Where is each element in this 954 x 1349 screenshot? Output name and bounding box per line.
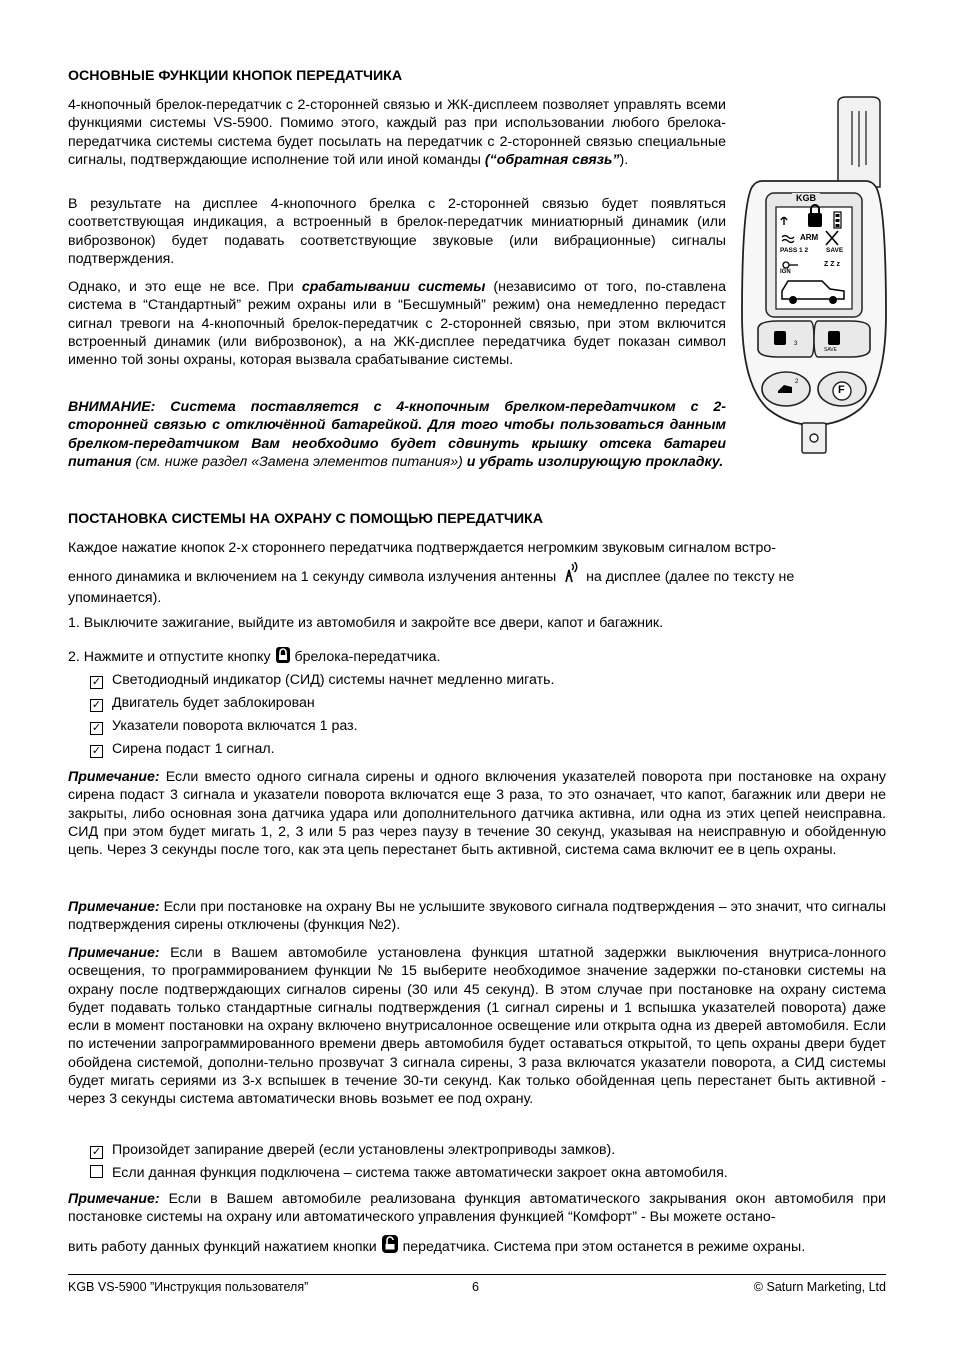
paragraph-alarm: Однако, и это еще не все. При срабатывании системы (независимо от того, по-ставлена система в “Стандартный” режим охраны или в “Бесшумный” режим) она немедленно передаст сигнал тревоги на 4-кнопочный брелок-передатчик с 2-сторонней связью, при этом включится встроенный динамик (или виброзвонок), а на ЖК-дисплее передатчика будет показан символ именно той зоны охраны, которая вызвала срабатывание системы. [68, 279, 726, 369]
check-item: Если данная функция подключена – система также автоматически закроет окна автомобиля. [90, 1164, 728, 1182]
paragraph-confirm: Каждое нажатие кнопок 2-х стороннего передатчика подтверждается негромким звуковым сигналом встро- [68, 540, 776, 556]
lock-button-icon [275, 646, 291, 669]
checkbox-checked-icon: ✓ [91, 745, 102, 757]
footer-copyright: © Saturn Marketing, Ltd [753, 1280, 886, 1294]
button-3-sub: 3 [794, 341, 798, 347]
note-3: Примечание: Если в Вашем автомобиле установлена функция штатной задержки выключения внутриса-лонного освещения, то программированием функции № 15 выберите необходимое значение задержки по-становки системы на охрану после подтверждающих сигналов сирены (30 или 45 секунд). В этом случае при постановке на охрану система будет подавать только стандартные сигналы подтверждения (1 сигнал сирены и 1 вспышка указателей поворота) даже если в момент постановки на охрану включено внутрисалонное освещение или открыта одна из дверей автомобиля. Если по истечении запрограммированного времени дверь автомобиля будет оставаться открытой, то цепь охраны двери будет обойдена системой, дополни-тельно прозвучат 3 сигнала сирены, 3 раза включатся указатели поворота, а СИД системы будет мигать сериями из 3-х вспышек в течение 30-ти секунд. Как только обойденная цепь перестанет быть активной - через 3 секунды система автоматически вновь возьмет ее под охрану. [68, 945, 886, 1108]
checkbox-checked-icon: ✓ [91, 676, 102, 688]
paragraph-confirm-cont: енного динамика и включением на 1 секунду символа излучения антенны на дисплее (далее по тексту не упоминается). [68, 562, 886, 608]
check-item: ✓ Двигатель будет заблокирован [91, 695, 315, 711]
checkbox-checked-icon: ✓ [91, 722, 102, 734]
antenna-icon [560, 562, 582, 589]
lcd-arm: ARM [800, 233, 819, 242]
button-2-sub: 2 [795, 379, 799, 385]
unlock-button-icon [381, 1234, 399, 1259]
step-2: 2. Нажмите и отпустите кнопку брелока-передатчика. [68, 646, 886, 669]
lcd-zzz: Z Z z [824, 261, 840, 268]
check-item: ✓ Произойдет запирание дверей (если установлены электроприводы замков). [91, 1142, 616, 1158]
note-4: Примечание: Если в Вашем автомобиле реализована функция автоматического закрывания окон автомобиля при постановке системы на охрану или автоматического управления функцией “Комфорт” - Вы можете остано- [68, 1191, 886, 1226]
checkbox-checked-icon: ✓ [91, 699, 102, 711]
paragraph-display: В результате на дисплее 4-кнопочного брелка с 2-сторонней связью будет появляться соответствующая индикация, а встроенный в брелок-передатчик миниатюрный динамик (или виброзвонок) будет подавать соответствующие звуковые (или вибрационные) сигналы подтверждения. [68, 196, 726, 267]
section2-heading: ПОСТАНОВКА СИСТЕМЫ НА ОХРАНУ С ПОМОЩЬЮ ПЕРЕДАТЧИКА [68, 511, 543, 527]
button-save-label: SAVE [824, 347, 837, 353]
button-f-label: F [838, 384, 845, 396]
checkbox-checked-icon: ✓ [91, 1146, 102, 1158]
page-footer [68, 1274, 886, 1294]
lcd-save: SAVE [826, 247, 844, 254]
remote-brand: KGB [792, 193, 820, 203]
check-item: ✓ Сирена подаст 1 сигнал. [91, 741, 275, 757]
lcd-pass: PASS 1 2 [780, 247, 809, 254]
note-4-cont: вить работу данных функций нажатием кнопки передатчика. Система при этом останется в режиме охраны. [68, 1234, 886, 1259]
note-1: Примечание: Если вместо одного сигнала сирены и одного включения указателей поворота при постановке на охрану сирена подаст 3 сигнала и указатели поворота включатся еще 3 раза, то это означает, что капот, багажник или двери не закрыты, либо основная зона датчика удара или дополнительного датчика активна, или одна из этих цепей неисправна. СИД при этом будет мигать 1, 2, 3 или 5 раз через паузу в течение 30 секунд, указывая на неисправную и обойденную цепь. Через 3 секунды после того, как эта цепь перестанет быть активной, система сама включит ее в цепь охраны. [68, 769, 886, 859]
check-item: ✓ Указатели поворота включатся 1 раз. [91, 718, 358, 734]
remote-transmitter-illustration [738, 95, 890, 463]
note-2: Примечание: Если при постановке на охрану Вы не услышите звукового сигнала подтверждения – это значит, что сигналы подтверждения сирены отключены (функция №2). [68, 899, 886, 934]
checkbox-empty-icon [90, 1165, 103, 1178]
paragraph-warning: ВНИМАНИЕ: Система поставляется с 4-кнопочным брелком-передатчиком с 2-сторонней связью с отключённой батарейкой. Для того чтобы пользоваться данным брелком-передатчиком Вам необходимо будет сдвинуть крышку отсека батареи питания (см. ниже раздел «Замена элементов питания») и убрать изолирующую прокладку. [68, 399, 726, 470]
check-item: ✓ Светодиодный индикатор (СИД) системы начнет медленно мигать. [91, 672, 555, 688]
paragraph-intro: 4-кнопочный брелок-передатчик с 2-сторонней связью и ЖК-дисплеем позволяет управлять всеми функциями системы VS-5900. Помимо этого, каждый раз при использовании любого брелока-передатчика системы система будет посылать на передатчик с 2-сторонней связью специальные сигналы, подтверждающие исполнение той или иной команды (“обратная связь”). [68, 97, 726, 168]
lcd-ign: IGN [780, 269, 791, 275]
page-number: 6 [472, 1280, 479, 1294]
footer-title: KGB VS-5900 ”Инструкция пользователя” [68, 1280, 309, 1294]
step-1: 1. Выключите зажигание, выйдите из автомобиля и закройте все двери, капот и багажник. [68, 615, 664, 631]
section1-heading: ОСНОВНЫЕ ФУНКЦИИ КНОПОК ПЕРЕДАТЧИКА [68, 68, 403, 84]
